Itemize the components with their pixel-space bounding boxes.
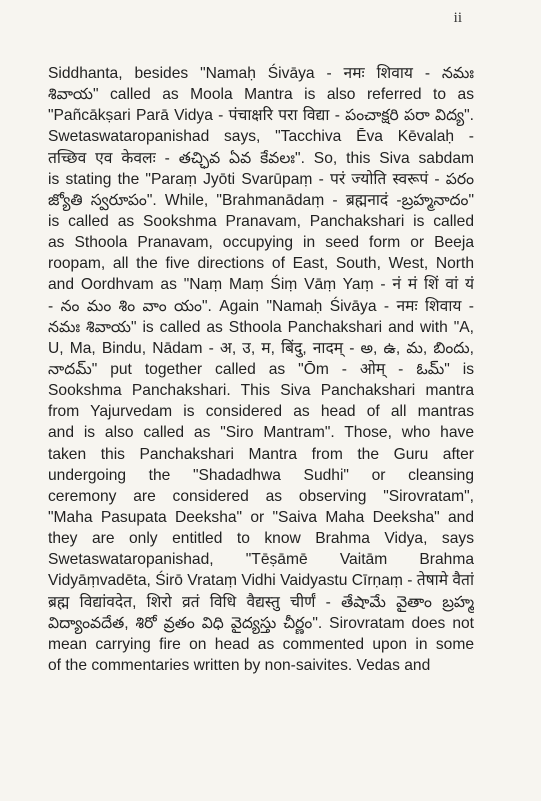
text-line: ceremony are considered as observing "Sirovratam", (48, 487, 474, 505)
text-line: Swetaswataropanishad says, "Tacchiva Ēva Kēvalaḥ - (48, 128, 474, 146)
page-number: ii (453, 10, 462, 26)
text-line: roopam, all the five directions of East, South, West, North (48, 255, 474, 273)
text-line: Siddhanta, besides "Namaḥ Śivāya - नमः शिवाय - నమః (48, 65, 474, 82)
text-line: is stating the "Paraṃ Jyōti Svarūpaṃ - परं ज्योति स्वरूपं - పరం (48, 170, 474, 188)
text-line: and is also called as "Siro Mantram". Those, who have (48, 424, 474, 442)
text-line: "Maha Pasupata Deeksha" or "Saiva Maha Deeksha" and (48, 508, 474, 526)
text-line: ब्रह्म विद्यांवदेत, शिरो व्रतं विधि वैद्यस्तु चीर्णं - తేషామే వైతాం బ్రహ్మ (48, 593, 474, 611)
text-line: Sookshma Panchakshari. This Siva Panchakshari mantra (48, 382, 474, 400)
text-line: mean carrying fire on head as commented upon in some (48, 635, 474, 653)
text-line: Vidyāṃvadēta, Śirō Vrataṃ Vidhi Vaidyastu Cīrṇaṃ - तेषामे वैतां (48, 572, 474, 590)
text-line: Swetaswataropanishad, "Tēṣāmē Vaitām Brahma (48, 551, 474, 569)
text-line: from Yajurvedam is considered as head of all mantras (48, 403, 474, 421)
text-line: U, Ma, Bindu, Nādam - अ, उ, म, बिंदु, नादम् - అ, ఉ, మ, బిందు, (48, 339, 474, 357)
text-line: undergoing the "Shadadhwa Sudhi" or cleansing (48, 466, 474, 484)
text-line: of the commentaries written by non-saivites. Vedas and (48, 656, 431, 674)
text-line: నాదమ్" put together called as "Ōm - ओम् - ఓమ్" is (48, 360, 474, 378)
text-line: "Pañcākṣari Parā Vidya - पंचाक्षरि परा विद्या - పంచాక్షరి పరా విద్య". (48, 107, 474, 125)
text-line: జ్యోతి స్వరూపం". While, "Brahmanādaṃ - ब्रह्मनादं -బ్రహ్మనాదం" (48, 191, 474, 209)
text-line: तच्छिव एव केवलः - తచ్ఛివ ఏవ కేవలః". So, this Siva sabdam (48, 149, 474, 167)
body-text (48, 63, 474, 676)
text-line: and Oordhvam as "Naṃ Maṃ Śiṃ Vāṃ Yaṃ - नं मं शिं वां यं (48, 276, 474, 294)
text-line: - నం మం శిం వాం యం". Again "Namaḥ Śivāya - नमः शिवाय - (48, 297, 474, 315)
text-line: నమః శివాయ" is called as Sthoola Panchakshari and with "A, (48, 318, 474, 336)
text-line: is called as Sookshma Pranavam, Panchakshari is called (48, 212, 474, 230)
text-line: విద్యాంవదేత, శిరో వ్రతం విధి వైద్యస్తు చీర్ణం". Sirovratam does not (48, 614, 474, 632)
text-line: శివాయ" called as Moola Mantra is also referred to as (48, 86, 474, 104)
text-line: taken this Panchakshari Mantra from the Guru after (48, 445, 474, 463)
text-line: they are only entitled to know Brahma Vidya, says (48, 530, 474, 548)
text-line: as Sthoola Pranavam, occupying in seed form or Beeja (48, 234, 474, 252)
